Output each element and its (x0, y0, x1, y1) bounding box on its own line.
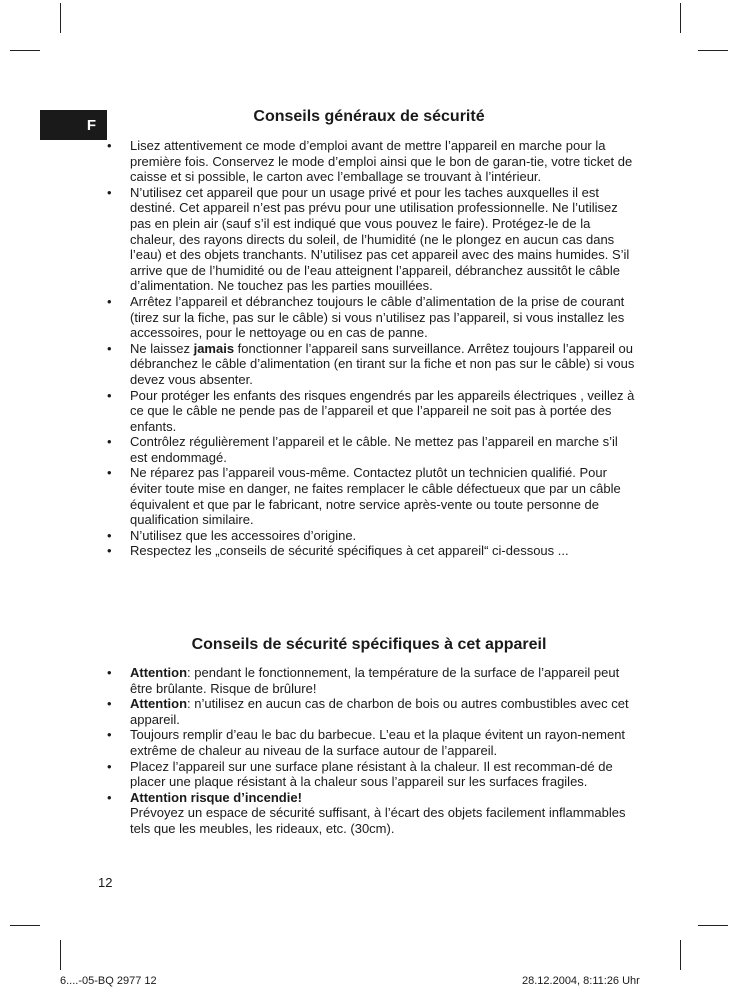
section-title-general: Conseils généraux de sécurité (253, 108, 485, 125)
item-text: Lisez attentivement ce mode d’emploi avant de mettre l’appareil en marche pour la première fois. Conservez le mode d’emploi ainsi que le bon de garan-tie, votre ticket de caisse et si possible, le carton avec l’emballage se trouvant à l’intérieur. (130, 138, 633, 185)
item-text: Toujours remplir d’eau le bac du barbecue. L’eau et la plaque évitent un rayon-nement extrême de chaleur au niveau de la surface autour de l’appareil. (130, 727, 626, 758)
general-safety-list (98, 138, 638, 559)
list-item (98, 185, 638, 294)
footer-print-code: 6....-05-BQ 2977 12 (60, 975, 157, 987)
crop-mark (60, 3, 61, 33)
item-emphasis: Attention (130, 665, 188, 680)
item-text: Respectez les „conseils de sécurité spécifiques à cet appareil“ ci-dessous ... (130, 543, 569, 559)
list-item (98, 665, 638, 696)
item-emphasis: Attention (130, 696, 188, 712)
item-text: Arrêtez l’appareil et débranchez toujours le câble d’alimentation de la prise de courant (tirez sur la fiche, pas sur le câble) si vous n’utilisez pas l’appareil, si vous installez les accessoires, pour le nettoyage ou en cas de panne. (130, 293, 625, 341)
list-item (98, 727, 638, 758)
list-item (98, 465, 638, 527)
list-item (98, 341, 638, 388)
page-number: 12 (98, 875, 113, 890)
footer-timestamp: 28.12.2004, 8:11:26 Uhr (522, 975, 640, 987)
item-text: : pendant le fonctionnement, la température de la surface de l’appareil peut être brûlante. Risque de brûlure! (130, 665, 620, 696)
section-title-specific: Conseils de sécurité spécifiques à cet appareil (191, 636, 547, 653)
list-item (98, 528, 638, 544)
list-item (98, 543, 638, 559)
list-item (98, 138, 638, 185)
crop-mark (680, 3, 681, 33)
list-item (98, 434, 638, 465)
list-item (98, 388, 638, 435)
item-text: Prévoyez un espace de sécurité suffisant, à l’écart des objets facilement inflammables tels que les meubles, les rideaux, etc. (30cm). (130, 805, 626, 836)
crop-mark (698, 50, 728, 51)
list-item (98, 790, 638, 837)
list-item (98, 696, 638, 727)
item-text: Ne réparez pas l’appareil vous-même. Contactez plutôt un technicien qualifié. Pour éviter toute mise en danger, ne faites remplacer le câble défectueux que par un câble équivalent et que par le fabricant, notre service après-vente ou toute personne de qualification similaire. (130, 465, 621, 528)
item-text: N’utilisez cet appareil que pour un usage privé et pour les taches auxquelles il est destiné. Cet appareil n’est pas prévu pour une utilisation professionnelle. Ne l’utilisez pas en plein air (sauf s’il est indiqué que vous pouvez le faire). Protégez-le de la chaleur, des rayons directs du soleil, de l’humidité (ne le plongez en aucun cas dans l’eau) et des objets tranchants. N’utilisez pas cet appareil avec des mains humides. S’il arrive que de l’humidité ou de l’eau atteignent l’appareil, débranchez aussitôt le câble d’alimentation. Ne touchez pas les parties mouillées. (130, 184, 630, 294)
crop-mark (10, 925, 40, 926)
item-text: : n’utilisez en aucun cas de charbon de bois ou autres combustibles avec cet appareil. (130, 696, 629, 727)
item-emphasis: Attention risque d’incendie! (130, 789, 302, 805)
crop-mark (698, 925, 728, 926)
crop-mark (680, 940, 681, 970)
item-text: Placez l’appareil sur une surface plane résistant à la chaleur. Il est recomman-dé de placer une plaque résistant à la chaleur sous l’appareil sur les surfaces fragiles. (130, 758, 613, 790)
crop-mark (60, 940, 61, 970)
item-emphasis: jamais (193, 340, 235, 356)
item-text: fonctionner l’appareil sans surveillance. Arrêtez toujours l’appareil ou débranchez le câble d’alimentation (en tirant sur la fiche et non pas sur le câble) si vous devez vous absenter. (130, 340, 635, 387)
list-item (98, 294, 638, 341)
item-text: Pour protéger les enfants des risques engendrés par les appareils électriques , veillez à ce que le câble ne pende pas de l’appareil et que l’appareil ne soit pas à portée des enfants. (130, 387, 635, 434)
crop-mark (10, 50, 40, 51)
item-text: Ne laissez (130, 340, 194, 356)
list-item (98, 759, 638, 790)
language-tab: F (40, 110, 107, 140)
specific-safety-list (98, 665, 638, 837)
item-text: Contrôlez régulièrement l’appareil et le câble. Ne mettez pas l’appareil en marche s’il est endommagé. (130, 434, 618, 465)
item-text: N’utilisez que les accessoires d’origine. (130, 527, 357, 543)
